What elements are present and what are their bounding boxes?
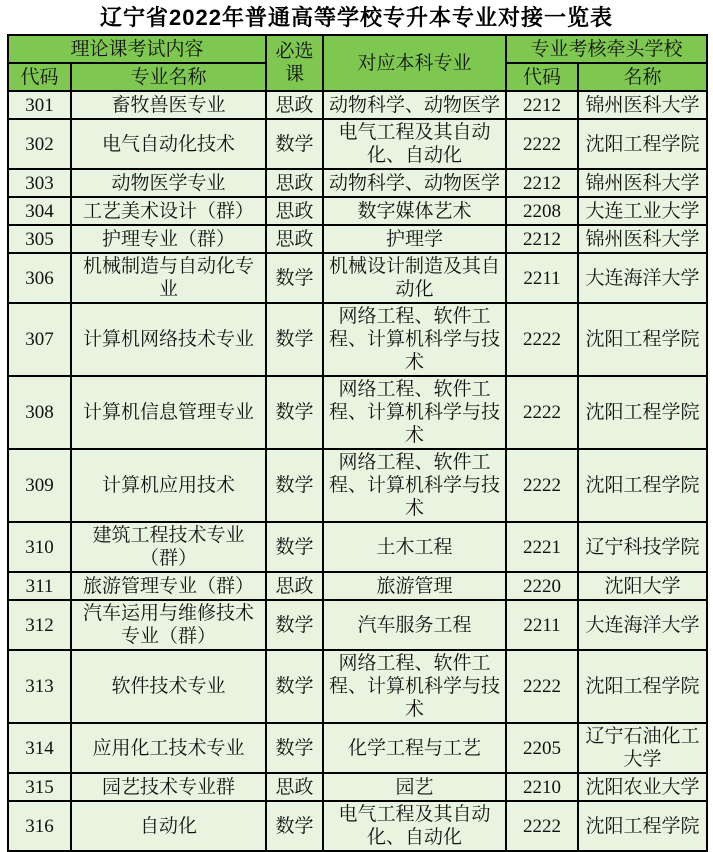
major-code-cell: 312 [8,600,71,650]
table-row [8,169,707,197]
required-course-cell: 数学 [266,119,323,169]
major-code-cell: 310 [8,522,71,572]
major-code-cell: 313 [8,650,71,723]
required-course-cell: 思政 [266,91,323,119]
major-code-cell: 314 [8,723,71,773]
required-course-cell: 数学 [266,650,323,723]
undergrad-major-cell: 网络工程、软件工程、计算机科学与技术 [323,303,506,376]
undergrad-major-cell: 动物科学、动物医学 [323,91,506,119]
table-row [8,723,707,773]
transfer-mapping-table [7,34,708,852]
major-code-cell: 302 [8,119,71,169]
required-course-cell: 数学 [266,253,323,303]
school-name-cell: 辽宁石油化工大学 [578,723,707,773]
undergrad-major-cell: 旅游管理 [323,572,506,600]
required-course-cell: 数学 [266,600,323,650]
table-row [8,197,707,225]
header-required-course: 必选课 [266,35,323,91]
table-row [8,303,707,376]
table-row [8,572,707,600]
table-row [8,522,707,572]
major-code-cell: 306 [8,253,71,303]
undergrad-major-cell: 网络工程、软件工程、计算机科学与技术 [323,376,506,449]
school-name-cell: 大连海洋大学 [578,600,707,650]
table-row [8,600,707,650]
school-name-cell: 锦州医科大学 [578,169,707,197]
table-row [8,91,707,119]
school-code-cell: 2211 [506,253,578,303]
header-school-code: 代码 [506,63,578,91]
table-row [8,449,707,522]
header-lead-school-group: 专业考核牵头学校 [506,35,707,63]
major-code-cell: 315 [8,773,71,801]
major-name-cell: 应用化工技术专业 [71,723,266,773]
school-name-cell: 锦州医科大学 [578,91,707,119]
major-name-cell: 园艺技术专业群 [71,773,266,801]
school-name-cell: 沈阳工程学院 [578,801,707,851]
undergrad-major-cell: 护理学 [323,225,506,253]
school-code-cell: 2222 [506,449,578,522]
required-course-cell: 思政 [266,773,323,801]
required-course-cell: 思政 [266,572,323,600]
school-name-cell: 辽宁科技学院 [578,522,707,572]
school-name-cell: 锦州医科大学 [578,225,707,253]
header-undergrad-major: 对应本科专业 [323,35,506,91]
table-row [8,376,707,449]
undergrad-major-cell: 动物科学、动物医学 [323,169,506,197]
major-code-cell: 304 [8,197,71,225]
school-name-cell: 大连工业大学 [578,197,707,225]
required-course-cell: 思政 [266,169,323,197]
undergrad-major-cell: 电气工程及其自动化、自动化 [323,119,506,169]
school-name-cell: 沈阳大学 [578,572,707,600]
school-name-cell: 沈阳工程学院 [578,376,707,449]
major-name-cell: 计算机信息管理专业 [71,376,266,449]
undergrad-major-cell: 园艺 [323,773,506,801]
required-course-cell: 数学 [266,449,323,522]
header-row-groups [8,35,707,63]
table-row [8,253,707,303]
table-header [8,35,707,91]
header-major-name: 专业名称 [71,63,266,91]
required-course-cell: 数学 [266,801,323,851]
table-row [8,119,707,169]
undergrad-major-cell: 机械设计制造及其自动化 [323,253,506,303]
major-name-cell: 机械制造与自动化专业 [71,253,266,303]
table-row [8,225,707,253]
major-code-cell: 305 [8,225,71,253]
major-code-cell: 309 [8,449,71,522]
school-code-cell: 2220 [506,572,578,600]
major-code-cell: 307 [8,303,71,376]
major-name-cell: 电气自动化技术 [71,119,266,169]
undergrad-major-cell: 网络工程、软件工程、计算机科学与技术 [323,449,506,522]
school-code-cell: 2222 [506,801,578,851]
undergrad-major-cell: 数字媒体艺术 [323,197,506,225]
school-code-cell: 2222 [506,376,578,449]
required-course-cell: 思政 [266,197,323,225]
required-course-cell: 思政 [266,225,323,253]
school-code-cell: 2205 [506,723,578,773]
major-name-cell: 汽车运用与维修技术专业（群） [71,600,266,650]
school-code-cell: 2222 [506,119,578,169]
school-code-cell: 2222 [506,650,578,723]
school-code-cell: 2211 [506,600,578,650]
major-name-cell: 护理专业（群） [71,225,266,253]
undergrad-major-cell: 汽车服务工程 [323,600,506,650]
major-code-cell: 301 [8,91,71,119]
page-title: 辽宁省2022年普通高等学校专升本专业对接一览表 [100,5,613,30]
school-name-cell: 沈阳工程学院 [578,449,707,522]
header-major-code: 代码 [8,63,71,91]
school-code-cell: 2212 [506,91,578,119]
major-name-cell: 软件技术专业 [71,650,266,723]
undergrad-major-cell: 化学工程与工艺 [323,723,506,773]
major-code-cell: 316 [8,801,71,851]
table-row [8,650,707,723]
school-code-cell: 2222 [506,303,578,376]
table-row [8,801,707,851]
required-course-cell: 数学 [266,522,323,572]
table-row [8,773,707,801]
school-code-cell: 2221 [506,522,578,572]
major-name-cell: 旅游管理专业（群） [71,572,266,600]
undergrad-major-cell: 电气工程及其自动化、自动化 [323,801,506,851]
major-name-cell: 建筑工程技术专业（群） [71,522,266,572]
school-code-cell: 2212 [506,169,578,197]
table-body [8,91,707,851]
school-name-cell: 沈阳工程学院 [578,119,707,169]
major-code-cell: 311 [8,572,71,600]
major-code-cell: 303 [8,169,71,197]
required-course-cell: 数学 [266,376,323,449]
header-school-name: 名称 [578,63,707,91]
major-name-cell: 自动化 [71,801,266,851]
undergrad-major-cell: 网络工程、软件工程、计算机科学与技术 [323,650,506,723]
school-code-cell: 2212 [506,225,578,253]
undergrad-major-cell: 土木工程 [323,522,506,572]
required-course-cell: 数学 [266,723,323,773]
major-name-cell: 计算机网络技术专业 [71,303,266,376]
major-name-cell: 工艺美术设计（群） [71,197,266,225]
major-name-cell: 计算机应用技术 [71,449,266,522]
header-theory-exam-group: 理论课考试内容 [8,35,266,63]
school-name-cell: 沈阳工程学院 [578,303,707,376]
major-name-cell: 畜牧兽医专业 [71,91,266,119]
major-name-cell: 动物医学专业 [71,169,266,197]
school-name-cell: 沈阳工程学院 [578,650,707,723]
school-name-cell: 大连海洋大学 [578,253,707,303]
school-code-cell: 2208 [506,197,578,225]
required-course-cell: 数学 [266,303,323,376]
major-code-cell: 308 [8,376,71,449]
school-name-cell: 沈阳农业大学 [578,773,707,801]
school-code-cell: 2210 [506,773,578,801]
